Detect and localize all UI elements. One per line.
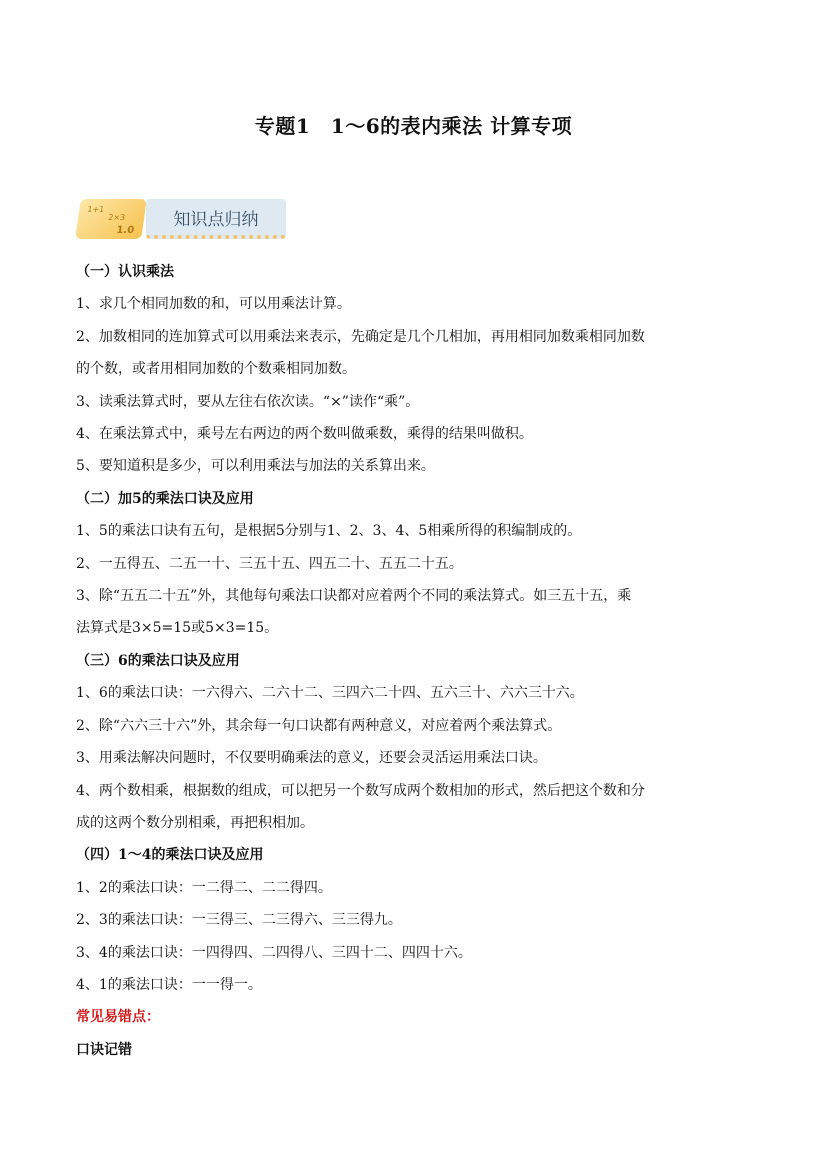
notebook-icon: 1+1 2×3 1.0 — [75, 199, 147, 239]
list-item: 4、1的乘法口诀：一一得一。 — [76, 976, 262, 993]
page-title: 专题1 1～6的表内乘法 计算专项 — [254, 114, 573, 138]
list-item: 5、要知道积是多少，可以利用乘法与加法的关系算出来。 — [76, 458, 435, 475]
badge-number: 1.0 — [115, 225, 135, 236]
section-heading: （四）1～4的乘法口诀及应用 — [76, 847, 264, 864]
section-banner — [78, 197, 288, 243]
subheading: 口诀记错 — [76, 1041, 132, 1058]
list-item: 2、3的乘法口诀：一三得三、二三得六、三三得九。 — [76, 912, 402, 929]
section-heading: （三）6的乘法口诀及应用 — [76, 652, 240, 669]
list-item: 4、在乘法算式中，乘号左右两边的两个数叫做乘数，乘得的结果叫做积。 — [76, 426, 533, 443]
list-item: 3、用乘法解决问题时，不仅要明确乘法的意义，还要会灵活运用乘法口诀。 — [76, 750, 547, 767]
section-heading: （二）加5的乘法口诀及应用 — [76, 490, 254, 507]
section-heading: （一）认识乘法 — [76, 264, 174, 280]
list-item: 3、4的乘法口诀：一四得四、二四得八、三四十二、四四十六。 — [76, 944, 472, 961]
list-item: 2、除“六六三十六”外，其余每一句口诀都有两种意义，对应着两个乘法算式。 — [76, 717, 562, 734]
list-item: 的个数，或者用相同加数的个数乘相同加数。 — [76, 361, 356, 378]
list-item: 1、5的乘法口诀有五句，是根据5分别与1、2、3、4、5相乘所得的积编制成的。 — [76, 523, 582, 540]
list-item: 成的这两个数分别相乘，再把积相加。 — [76, 814, 314, 831]
list-item: 3、读乘法算式时，要从左往右依次读。“×”读作“乘”。 — [76, 393, 420, 410]
document-body — [76, 256, 756, 1066]
common-errors-label: 常见易错点： — [76, 1009, 160, 1026]
list-item: 1、6的乘法口诀：一六得六、二六十二、三四六二十四、五六三十、六六三十六。 — [76, 685, 584, 702]
list-item: 2、加数相同的连加算式可以用乘法来表示，先确定是几个几相加，再用相同加数乘相同加数 — [76, 328, 645, 345]
list-item: 2、一五得五、二五一十、三五十五、四五二十、五五二十五。 — [76, 555, 463, 572]
list-item: 1、2的乘法口诀：一二得二、二二得四。 — [76, 879, 332, 896]
list-item: 1、求几个相同加数的和，可以用乘法计算。 — [76, 296, 351, 313]
list-item: 4、两个数相乘，根据数的组成，可以把另一个数写成两个数相加的形式，然后把这个数和分 — [76, 782, 645, 799]
list-item: 3、除“五五二十五”外，其他每句乘法口诀都对应着两个不同的乘法算式。如三五十五，乘 — [76, 588, 632, 605]
banner-label: 知识点归纳 — [146, 199, 286, 239]
list-item: 法算式是3×5=15或5×3=15。 — [76, 620, 279, 637]
